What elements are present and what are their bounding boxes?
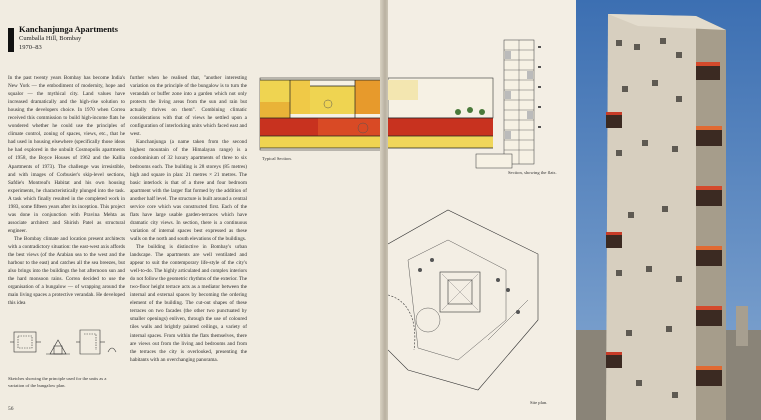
site-plan-caption: Site plan. (530, 400, 548, 405)
paragraph: The Bombay climate and location present architects with a contradictory situation: the east-west axis affords the best views (of the Arabian sea to the west and the harbour to the east) and catches all the sea breezes, but also brings into the buildings the hot afternoon sun and the hard monsoon rains. Correa decided to use the organisation of a bungalow — of wrapping around the main living spaces a protective verandah. He developed this idea (8, 235, 125, 307)
location-text: Cumballa Hill, Bombay (19, 35, 82, 42)
paragraph: Kanchanjunga (a name taken from the second highest mountain of the Himalayan range) is a condominium of 32 luxury apartments of three to six bedrooms each. The building is 28 storeys (85 metres) high and square in plan: 21 metres × 21 metres. The basic interlock is that of a three and four bedroom apartment with the larger flat formed by the addition of another half level. The structure is built around a central service core which was constructed first. Each of the flats have large usable garden-terraces which have dramatic city views. In section, there is a continuous variation of internal spaces best expressed as these walls on the north and south elevations of the buildings. (130, 139, 247, 242)
years-text: 1970–83 (19, 44, 42, 51)
site-plan-drawing (388, 200, 568, 400)
bungalow-sketches (10, 318, 122, 368)
typical-section-drawing (258, 76, 383, 154)
section-flats-caption: Section, showing the flats. (508, 170, 557, 175)
section-caption: Typical Section. (262, 156, 292, 161)
article-title: Kanchanjunga Apartments (19, 24, 118, 34)
paragraph: The building is distinctive in Bombay's urban landscape. The apartments are well ventilated and appear to suit the contemporary life-style of the city's well-to-do. The highly articulated and complex interiors do not follow the geometric rhythms of the exterior. The two-floor height terrace acts as a mediator between the internal and external spaces by becoming the ordering element of the building. The cut-out shapes of these terraces on two facades (the other two punctuated by smaller openings) enliven, through the use of coloured tiles walls and brightly painted ceilings, a variety of internal spaces. From within the flats themselves, there are views out from the living and bedrooms and from the terraces the city is overlooked, presenting the habitants with an overchanging panorama. (130, 243, 247, 363)
paragraph: further when he realised that, "another interesting variation on the principle of the bungalow is to turn the verandah or buffer zone into a garden which not only protects the living areas from the sun and rain but actually thrives on them". Combining climatic considerations with that of views he settled upon a configuration of interlocking units which faced east and west. (130, 75, 247, 138)
tower-photo (576, 0, 761, 420)
title-marker (8, 28, 14, 52)
page-number: 56 (8, 406, 14, 412)
flats-section-drawing (468, 36, 558, 176)
sketch-caption: Sketches showing the principle used for the units as a variation of the bungalow plan. (8, 376, 107, 388)
text-column-2 (130, 74, 247, 392)
tower-photo-image (576, 0, 761, 420)
paragraph: In the past twenty years Bombay has become India's New York — the embodiment of modernity, hope and squalor — the mythical city. Land values have increased dramatically and the high-rise solution to housing the developers choice. In 1970 when Correa received this commission to build high-income flats he wondered whether he could use the principles of climate control, zoning of spaces, views, etc., that he had used in housing elsewhere (specifically those ideas he had explored in the unbuilt Cosmopolis apartments of 1958, the Boyce Houses of 1962 and the Kallia Apartments of 1973). The challenge was irresistible, and with images of Corbusier's skip-level sections, Safdie's Montreal's Habitat and his own housing experiments, he characteristically plunged into the task. A task which finally resulted in the completed work in 1983, some fifteen years after its inception. This project was done in conjunction with Pravina Mehta as associate architect and Shirish Patel as structural engineer. (8, 75, 125, 234)
